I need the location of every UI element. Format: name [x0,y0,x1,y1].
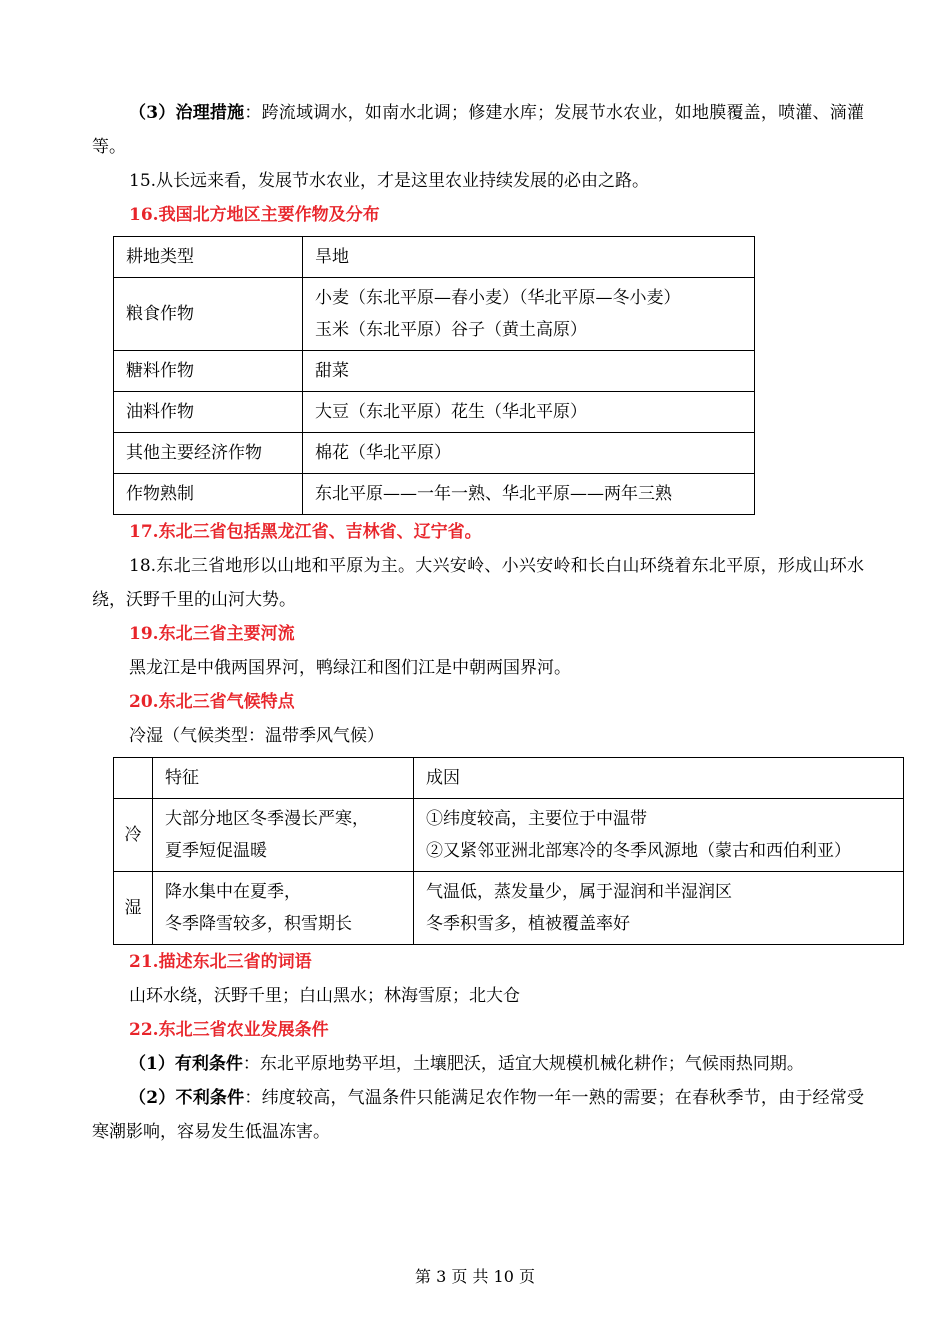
climate-type: 冷湿（气候类型：温带季风气候） [129,726,384,746]
table-cell-cause [414,872,904,945]
cell-line: 夏季短促温暖 [165,841,267,861]
cell-line: 小麦（东北平原—春小麦）（华北平原—冬小麦） [315,288,681,308]
table-header-feature: 特征 [153,758,414,799]
table-cell-value [303,237,755,278]
page-footer: 第 3 页 共 10 页 [415,1267,535,1286]
cell-line: 玉米（东北平原）谷子（黄土高原） [315,320,587,340]
rivers-text: 黑龙江是中俄两国界河，鸭绿江和图们江是中朝两国界河。 [129,658,571,678]
item-15: 15.从长远来看，发展节水农业，才是这里农业持续发展的必由之路。 [129,171,650,191]
table-cell-value [303,392,755,433]
table-cell-value [303,474,755,515]
cell-line: 甜菜 [315,361,349,381]
table-row [114,433,755,474]
table-cell-key: 冷 [114,799,153,872]
measures-paragraph [92,96,864,164]
table-header-cause: 成因 [414,758,904,799]
table-row [114,278,755,351]
table-row [114,392,755,433]
heading-21: 21.描述东北三省的词语 [129,952,312,972]
condition-1-prefix: （1） [129,1054,175,1074]
table-cell-feature [153,872,414,945]
heading-19: 19.东北三省主要河流 [129,624,295,644]
measures-prefix: （3） [129,103,176,123]
table-cell-cause [414,799,904,872]
cell-line: ②又紧邻亚洲北部寒冷的冬季风源地（蒙古和西伯利亚） [426,841,851,861]
table-cell-label: 作物熟制 [114,474,303,515]
cell-line: 气温低，蒸发量少，属于湿润和半湿润区 [426,882,732,902]
condition-2 [92,1081,864,1149]
measures-text: ：跨流域调水，如南水北调；修建水库；发展节水农业，如地膜覆盖，喷灌、滴灌等。 [92,103,864,157]
condition-1 [92,1047,864,1081]
table-cell-value [303,351,755,392]
table-cell-label: 其他主要经济作物 [114,433,303,474]
cell-line: 降水集中在夏季， [165,882,301,902]
table-cell-label: 糖料作物 [114,351,303,392]
table-cell-label: 耕地类型 [114,237,303,278]
table-cell-key: 湿 [114,872,153,945]
table-cell-feature [153,799,414,872]
cell-line: 棉花（华北平原） [315,443,451,463]
table-cell-label: 油料作物 [114,392,303,433]
item-18: 18.东北三省地形以山地和平原为主。大兴安岭、小兴安岭和长白山环绕着东北平原，形成山环水绕，沃野千里的山河大势。 [92,556,864,610]
heading-20: 20.东北三省气候特点 [129,692,295,712]
table-row [114,872,904,945]
cell-line: 大部分地区冬季漫长严寒， [165,809,369,829]
table-header-blank [114,758,153,799]
table-row [114,237,755,278]
cell-line: ①纬度较高，主要位于中温带 [426,809,647,829]
cell-line: 冬季积雪多，植被覆盖率好 [426,914,630,934]
condition-1-text: ：东北平原地势平坦，土壤肥沃，适宜大规模机械化耕作；气候雨热同期。 [242,1054,804,1074]
table-row [114,351,755,392]
heading-22: 22.东北三省农业发展条件 [129,1020,329,1040]
cell-line: 大豆（东北平原）花生（华北平原） [315,402,587,422]
cell-line: 东北平原——一年一熟、华北平原——两年三熟 [315,484,672,504]
condition-2-text: ：纬度较高，气温条件只能满足农作物一年一熟的需要；在春秋季节，由于经常受寒潮影响，容易发生低温冻害。 [92,1088,864,1142]
condition-2-prefix: （2） [129,1088,176,1108]
heading-16: 16.我国北方地区主要作物及分布 [129,205,380,225]
words-text: 山环水绕，沃野千里；白山黑水；林海雪原；北大仓 [129,986,520,1006]
cell-line: 旱地 [315,247,349,267]
table-cell-label: 粮食作物 [114,278,303,351]
table-cell-value [303,433,755,474]
table-row [114,474,755,515]
table-header-row [114,758,904,799]
measures-label: 治理措施 [175,103,245,123]
cell-line: 冬季降雪较多，积雪期长 [165,914,352,934]
climate-table [113,757,904,945]
condition-1-label: 有利条件 [174,1054,243,1074]
document-page [92,96,864,1149]
crops-table [113,236,755,515]
table-cell-value [303,278,755,351]
table-row [114,799,904,872]
heading-17: 17.东北三省包括黑龙江省、吉林省、辽宁省。 [129,522,482,542]
condition-2-label: 不利条件 [175,1088,245,1108]
